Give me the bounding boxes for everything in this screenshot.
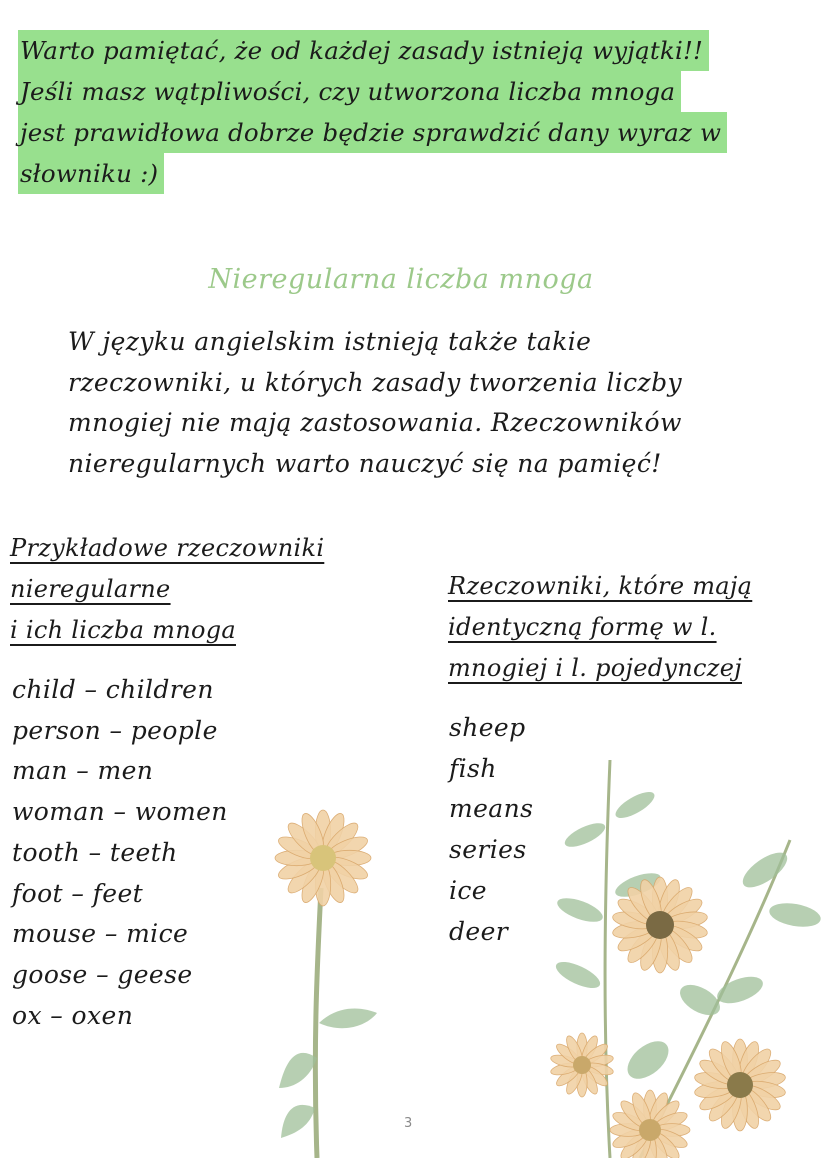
- list-item: series: [449, 835, 527, 865]
- intro-line: mnogiej nie mają zastosowania. Rzeczowników: [68, 408, 682, 437]
- heading-line: Przykładowe rzeczowniki: [10, 534, 325, 562]
- intro-line: nieregularnych warto nauczyć się na pamięć!: [68, 448, 662, 478]
- note-line: słowniku :): [18, 153, 164, 194]
- bouquet-illustration: [540, 760, 828, 1158]
- list-item: woman – women: [12, 797, 228, 827]
- eucalyptus-stem: [605, 760, 610, 1158]
- leaf: [714, 971, 767, 1008]
- list-item: person – people: [12, 715, 218, 745]
- heading-line: nieregularne: [10, 575, 171, 603]
- leaf: [612, 787, 658, 823]
- list-item: child – children: [12, 675, 214, 704]
- daisy-illustration: [255, 808, 395, 1158]
- list-item: foot – feet: [12, 878, 144, 908]
- list-item: sheep: [449, 713, 526, 742]
- list-item: deer: [449, 916, 509, 946]
- leaf: [767, 900, 822, 931]
- list-item: mouse – mice: [12, 919, 189, 949]
- leaf: [281, 1105, 315, 1138]
- leaf: [562, 818, 609, 851]
- intro-line: rzeczowniki, u których zasady tworzenia liczby: [68, 367, 683, 397]
- heading-line: mnogiej i l. pojedynczej: [448, 654, 742, 682]
- list-item: man – men: [12, 756, 154, 786]
- list-item: ice: [449, 875, 487, 905]
- identical-heading: [448, 566, 818, 689]
- identical-list: [449, 708, 533, 952]
- note-line: jest prawidłowa dobrze będzie sprawdzić dany wyraz w: [18, 112, 727, 153]
- leaf: [319, 1009, 377, 1029]
- irregular-heading: [10, 528, 410, 651]
- note-line: Warto pamiętać, że od każdej zasady istnieją wyjątki!!: [18, 30, 709, 71]
- heading-line: identyczną formę w l.: [448, 613, 717, 641]
- heading-line: Rzeczowniki, które mają: [448, 572, 753, 600]
- flower-center: [727, 1072, 753, 1098]
- irregular-list: [12, 670, 228, 1036]
- flower-center: [573, 1056, 591, 1074]
- leaf: [554, 893, 605, 926]
- heading-line: i ich liczba mnoga: [10, 616, 236, 644]
- list-item: fish: [449, 753, 497, 783]
- intro-line: W języku angielskim istnieją także takie: [68, 327, 592, 356]
- highlighted-note: [18, 30, 808, 194]
- flower-center: [310, 845, 336, 871]
- leaf: [279, 1053, 317, 1088]
- flower-center: [646, 911, 674, 939]
- list-item: goose – geese: [12, 959, 193, 989]
- page-number: 3: [404, 1116, 413, 1131]
- list-item: tooth – teeth: [12, 837, 178, 867]
- flower-center: [639, 1119, 661, 1141]
- section-title: Nieregularna liczba mnoga: [208, 264, 594, 295]
- leaf: [621, 1034, 676, 1086]
- list-item: means: [449, 794, 534, 824]
- intro-paragraph: [68, 322, 788, 484]
- note-line: Jeśli masz wątpliwości, czy utworzona liczba mnoga: [18, 71, 681, 112]
- leaf: [552, 957, 603, 994]
- list-item: ox – oxen: [12, 1000, 134, 1030]
